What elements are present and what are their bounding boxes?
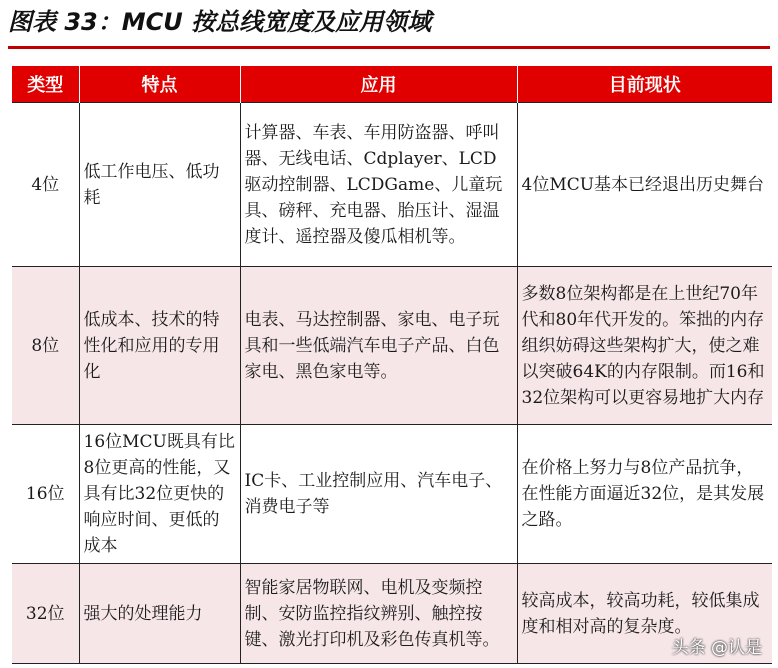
cell-type: 4位 bbox=[12, 103, 79, 267]
header-application: 应用 bbox=[240, 66, 517, 103]
mcu-table bbox=[12, 66, 772, 664]
header-status: 目前现状 bbox=[517, 66, 772, 103]
table-header-row bbox=[12, 66, 772, 103]
figure-title: 图表 33：MCU 按总线宽度及应用领域 bbox=[8, 8, 432, 36]
table-row bbox=[12, 267, 772, 425]
table-row bbox=[12, 425, 772, 564]
table-row bbox=[12, 564, 772, 664]
cell-application: 计算器、车表、车用防盗器、呼叫器、无线电话、Cdplayer、LCD驱动控制器、LCDGame、儿童玩具、磅秤、充电器、胎压计、湿温度计、遥控器及傻瓜相机等。 bbox=[240, 103, 517, 267]
cell-status: 多数8位架构都是在上世纪70年代和80年代开发的。笨拙的内存组织妨碍这些架构扩大，使之难以突破64K的内存限制。而16和32位架构可以更容易地扩大内存 bbox=[517, 267, 772, 425]
cell-application: 电表、马达控制器、家电、电子玩具和一些低端汽车电子产品、白色家电、黑色家电等。 bbox=[240, 267, 517, 425]
cell-status: 较高成本，较高功耗，较低集成度和相对高的复杂度。 bbox=[517, 564, 772, 664]
cell-feature: 低工作电压、低功耗 bbox=[79, 103, 240, 267]
cell-feature: 16位MCU既具有比8位更高的性能，又具有比32位更快的响应时间、更低的成本 bbox=[79, 425, 240, 564]
cell-feature: 强大的处理能力 bbox=[79, 564, 240, 664]
cell-type: 16位 bbox=[12, 425, 79, 564]
cell-status: 在价格上努力与8位产品抗争，在性能方面逼近32位，是其发展之路。 bbox=[517, 425, 772, 564]
header-feature: 特点 bbox=[79, 66, 240, 103]
cell-type: 8位 bbox=[12, 267, 79, 425]
cell-status: 4位MCU基本已经退出历史舞台 bbox=[517, 103, 772, 267]
cell-application: 智能家居物联网、电机及变频控制、安防监控指纹辨别、触控按键、激光打印机及彩色传真机等。 bbox=[240, 564, 517, 664]
header-type: 类型 bbox=[12, 66, 79, 103]
title-divider bbox=[8, 46, 770, 49]
cell-feature: 低成本、技术的特性化和应用的专用化 bbox=[79, 267, 240, 425]
cell-type: 32位 bbox=[12, 564, 79, 664]
table-row bbox=[12, 103, 772, 267]
cell-application: IC卡、工业控制应用、汽车电子、消费电子等 bbox=[240, 425, 517, 564]
watermark: 头条 @认是 bbox=[671, 638, 762, 658]
